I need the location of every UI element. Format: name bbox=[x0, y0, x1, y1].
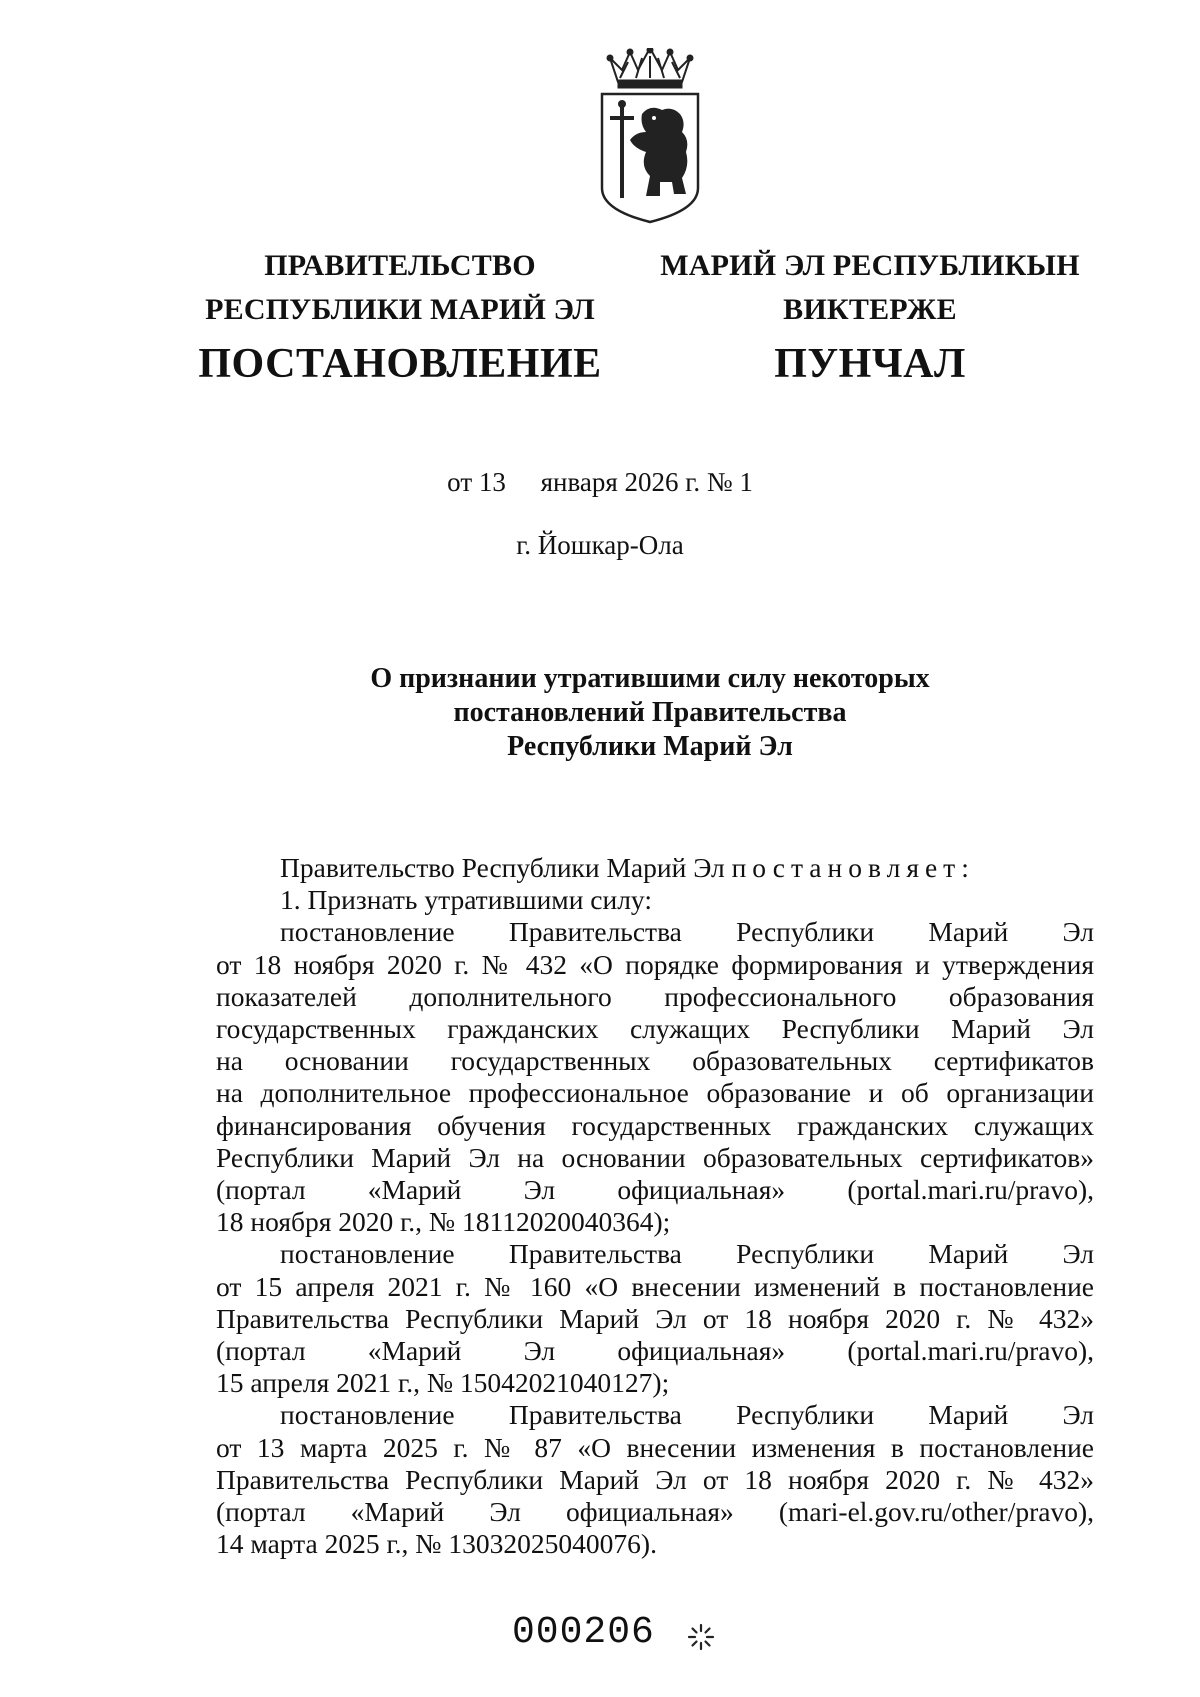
date-day: 13 bbox=[478, 467, 506, 497]
item-1: 1. Признать утратившими силу: bbox=[280, 884, 652, 916]
paragraph-line: (портал «Марий Эл официальная» (portal.mari.ru/pravo), bbox=[216, 1335, 1094, 1367]
header-left-line1: ПРАВИТЕЛЬСТВО bbox=[264, 249, 536, 282]
preamble-verb: постановляет: bbox=[731, 852, 975, 883]
document-body bbox=[216, 852, 1094, 1560]
paragraph-line: показателей дополнительного профессионального образования bbox=[216, 980, 1094, 1012]
preamble bbox=[216, 852, 1094, 884]
paragraph-line: 18 ноября 2020 г., № 18112020040364); bbox=[216, 1206, 671, 1238]
paragraph-line: на основании государственных образовательных сертификатов bbox=[216, 1045, 1094, 1077]
document-date bbox=[0, 464, 1200, 500]
paragraph-line: Правительства Республики Марий Эл от 18 ноября 2020 г. № 432» bbox=[216, 1302, 1094, 1334]
coat-of-arms-icon bbox=[590, 48, 710, 224]
serial-number: 000206 bbox=[512, 1611, 655, 1654]
header-right-line1: МАРИЙ ЭЛ РЕСПУБЛИКЫН bbox=[660, 249, 1080, 282]
date-prefix: от bbox=[447, 467, 473, 497]
asterisk-mark-icon bbox=[686, 1622, 716, 1652]
paragraph-line: финансирования обучения государственных гражданских служащих bbox=[216, 1109, 1094, 1141]
paragraph-line: от 13 марта 2025 г. № 87 «О внесении изменения в постановление bbox=[216, 1431, 1094, 1463]
paragraph-line: государственных гражданских служащих Республики Марий Эл bbox=[216, 1013, 1094, 1045]
preamble-subject: Правительство Республики Марий Эл bbox=[280, 852, 725, 883]
paragraph-line: от 15 апреля 2021 г. № 160 «О внесении изменений в постановление bbox=[216, 1270, 1094, 1302]
document-title bbox=[200, 662, 1100, 764]
header-left-line2: РЕСПУБЛИКИ МАРИЙ ЭЛ bbox=[205, 293, 595, 326]
paragraph-line: Правительства Республики Марий Эл от 18 ноября 2020 г. № 432» bbox=[216, 1463, 1094, 1495]
doc-type-mari: ПУНЧАЛ bbox=[774, 341, 966, 387]
paragraph-line: на дополнительное профессиональное образование и об организации bbox=[216, 1077, 1094, 1109]
paragraph-line: 14 марта 2025 г., № 13032025040076). bbox=[216, 1528, 657, 1560]
title-line: постановлений Правительства bbox=[453, 697, 847, 728]
title-line: Республики Марий Эл bbox=[507, 731, 793, 762]
title-line: О признании утратившими силу некоторых bbox=[370, 663, 930, 694]
paragraph-line: постановление Правительства Республики Марий Эл bbox=[280, 1399, 1094, 1431]
paragraph-line: постановление Правительства Республики Марий Эл bbox=[280, 1238, 1094, 1270]
paragraph-line: (портал «Марий Эл официальная» (portal.mari.ru/pravo), bbox=[216, 1174, 1094, 1206]
header-right-line2: ВИКТЕРЖЕ bbox=[783, 293, 957, 326]
document-city: г. Йошкар-Ола bbox=[516, 530, 684, 560]
paragraph-line: постановление Правительства Республики Марий Эл bbox=[280, 916, 1094, 948]
paragraph-line: (портал «Марий Эл официальная» (mari-el.gov.ru/other/pravo), bbox=[216, 1496, 1094, 1528]
paragraph-line: 15 апреля 2021 г., № 15042021040127); bbox=[216, 1367, 670, 1399]
header-left bbox=[190, 244, 610, 392]
paragraph-line: Республики Марий Эл на основании образовательных сертификатов» bbox=[216, 1141, 1094, 1173]
doc-type-ru: ПОСТАНОВЛЕНИЕ bbox=[198, 341, 602, 387]
paragraph-line: от 18 ноября 2020 г. № 432 «О порядке формирования и утверждения bbox=[216, 948, 1094, 980]
header-right bbox=[660, 244, 1080, 392]
date-month-year-number: января 2026 г. № 1 bbox=[540, 467, 753, 497]
